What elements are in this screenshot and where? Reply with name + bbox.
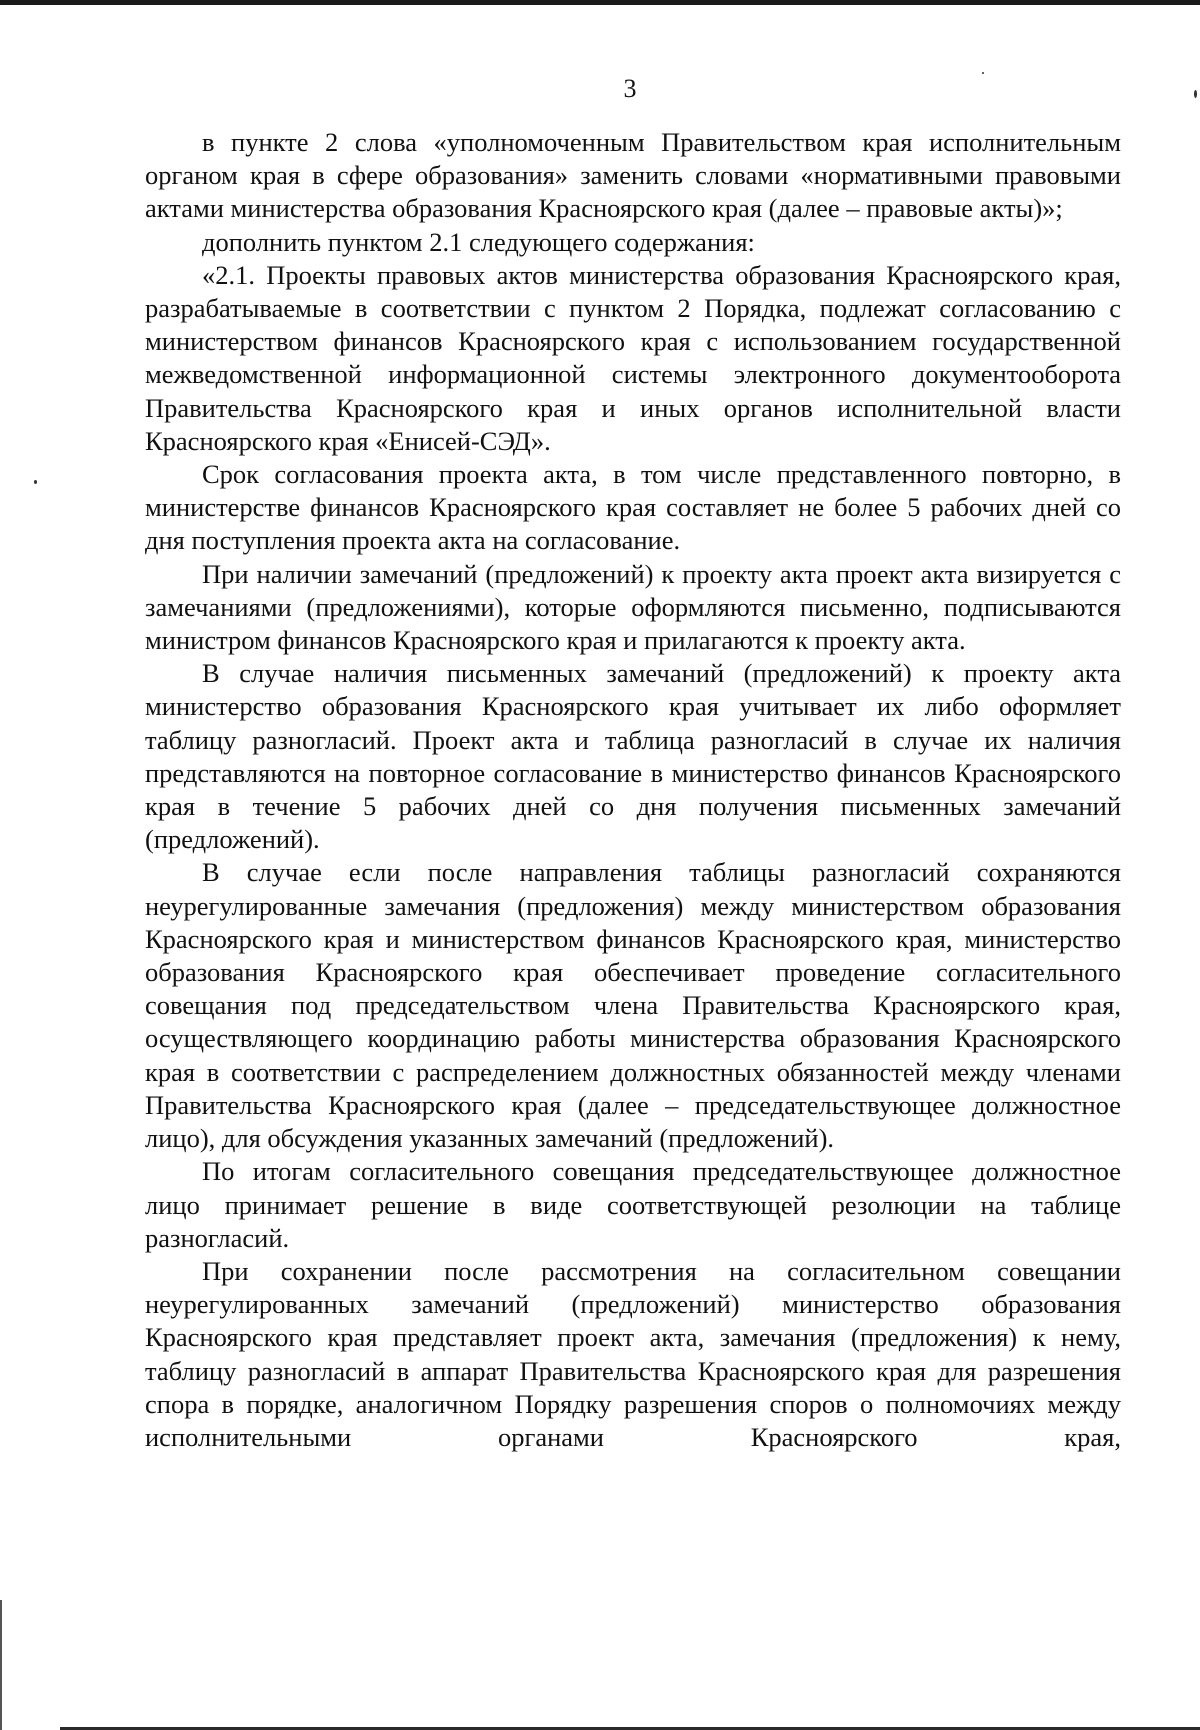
- paragraph: «2.1. Проекты правовых актов министерства образования Красноярского края, разрабатываемые в соответствии с пунктом 2 Порядка, подлежат согласованию с министерством финансов Красноярского края с использованием государственной межведомственной информационной системы электронного документооборота Правительства Красноярского края и иных органов исполнительной власти Красноярского края «Енисей-СЭД».: [145, 259, 1121, 456]
- paragraph: Срок согласования проекта акта, в том числе представленного повторно, в министерстве финансов Красноярского края составляет не более 5 рабочих дней со дня поступления проекта акта на согласование.: [145, 459, 1121, 556]
- paragraph: По итогам согласительного совещания председательствующее должностное лицо принимает решение в виде соответствующей резолюции на таблице разногласий.: [145, 1156, 1121, 1253]
- paragraph: дополнить пунктом 2.1 следующего содержания:: [202, 226, 755, 257]
- page-number: 3: [623, 74, 637, 103]
- paragraph: В случае наличия письменных замечаний (предложений) к проекту акта министерство образования Красноярского края учитывает их либо оформляет таблицу разногласий. Проект акта и таблица разногласий в случае их наличия представляются на повторное согласование в министерство финансов Красноярского края в течение 5 рабочих дней со дня получения письменных замечаний (предложений).: [145, 658, 1121, 855]
- paragraph: В случае если после направления таблицы разногласий сохраняются неурегулированные замечания (предложения) между министерством образования Красноярского края и министерством финансов Красноярского края, министерство образования Красноярского края обеспечивает проведение согласительного совещания под председательством члена Правительства Красноярского края, осуществляющего координацию работы министерства образования Красноярского края в соответствии с распределением должностных обязанностей между членами Правительства Красноярского края (далее – председательствующее должностное лицо), для обсуждения указанных замечаний (предложений).: [145, 857, 1121, 1154]
- scan-speck: [34, 480, 37, 484]
- scan-edge-left: [0, 1600, 2, 1730]
- document-body: [145, 126, 1121, 1454]
- paragraph: При наличии замечаний (предложений) к проекту акта проект акта визируется с замечаниями (предложениями), которые оформляются письменно, подписываются министром финансов Красноярского края и прилагаются к проекту акта.: [145, 558, 1121, 656]
- paragraph: в пункте 2 слова «уполномоченным Правительством края исполнительным органом края в сфере образования» заменить словами «нормативными правовыми актами министерства образования Красноярского края (далее – правовые акты)»;: [145, 127, 1121, 224]
- scan-edge-top: [0, 0, 1200, 5]
- paragraph: При сохранении после рассмотрения на согласительном совещании неурегулированных замечаний (предложений) министерство образования Красноярского края представляет проект акта, замечания (предложения) к нему, таблицу разногласий в аппарат Правительства Красноярского края для разрешения спора в порядке, аналогичном Порядку разрешения споров о полномочиях между исполнительными органами Красноярского края,: [145, 1255, 1121, 1452]
